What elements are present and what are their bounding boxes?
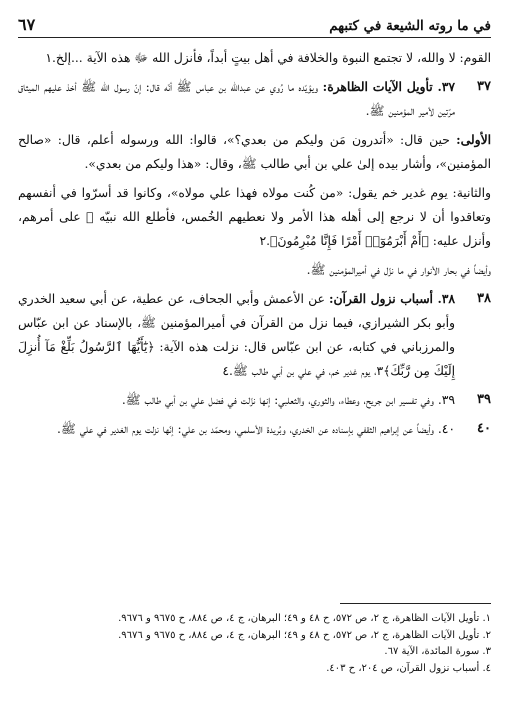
footnotes: [60, 611, 491, 677]
paragraph-text: حين قال: «أتدرون مَن وليكم من بعدي؟»، قالوا: الله ورسوله أعلم، قال: «صالح المؤمنين»، وأشار بيده إلىٰ علي بن أبي طالب ﷺ، وقال: «هذا وليكم من بعدي».: [18, 133, 491, 171]
entry-number: ٣٧: [477, 79, 491, 94]
entry-number: ٣٨: [477, 291, 491, 306]
header-rule: [18, 37, 491, 38]
entry-39: [18, 388, 491, 412]
entry-text: عن الأعمش وأبي الجحاف، عن عطية، عن أبي سعيد الخدري وأبو بكر الشيرازي، فيما نزل من القرآن في أميرالمؤمنين ﷺ، بالإسناد عن ابن عبّاس والمرزباني في كتابه، عن ابن عبّاس قال: نزلت هذه الآية: ﴿يَٰٓأَيُّهَا ٱلرَّسُولُ بَلِّغْ مَآ أُنزِلَ إِلَيْكَ مِن رَّبِّكَ﴾٣، يوم غدير خم، في علي بن أبي طالب ﷺ.٤: [18, 292, 455, 378]
entry-40: [18, 417, 491, 441]
footnote-2: ٢. تأويل الآيات الظاهرة، ج ٢، ص ٥٧٢، ح ٤٨ و ٤٩؛ البرهان، ج ٤، ص ٨٨٤، ح ٩٦٧٥ و ٩٦٧٦.: [118, 629, 491, 641]
footnote-4: ٤. أسباب نزول القرآن، ص ٢٠٤، ح ٤٠٣.: [326, 662, 491, 674]
entry-38: [18, 287, 491, 383]
entry-text: ٣٩. وفي تفسير ابن جريح، وعطاء، والثوري، والثعلبي: إنها نزّلت في فضل علي بن أبي طالب ﷺ.: [121, 393, 455, 407]
paragraph-second: والثانية: يوم غدير خم يقول: «من كُنت مولاه فهذا علي مولاه»، وكانوا قد أسرّوا في أنفسهم وتعاقدوا أن لا نرجع إلى أهله هذا الأمر ولا نعطيهم الخُمس، فأطلع الله نبيّه ﷺ على أمرهم، وأنزل عليه: ﴿أَمْ أَبْرَمُوٓا۟ أَمْرًا فَإِنَّا مُبْرِمُونَ﴾.٢: [18, 186, 491, 248]
paragraph-bihar: وأيضاً في بحار الأنوار في ما نزّل في أميرالمؤمنين ﷺ.: [306, 263, 491, 277]
paragraph-first: [18, 128, 491, 176]
entry-source: ٣٧. تأويل الآيات الظاهرة:: [322, 79, 455, 94]
footnote-rule: [340, 603, 491, 604]
entry-text: ٤٠. وأيضاً عن إبراهيم الثقفي بإسناده عن الخدري، وبُريدة الأسلمي، ومحمّد بن علي: إنّها نزلت يوم الغدير في علي ﷺ.: [57, 422, 455, 436]
page-header: [18, 6, 491, 34]
running-title: في ما روته الشيعة في كتبهم: [329, 18, 491, 34]
page-body: [18, 46, 491, 446]
entry-number: ٤٠: [477, 421, 491, 436]
paragraph-lead: الأولى:: [456, 132, 491, 147]
footnote-1: ١. تأويل الآيات الظاهرة، ج ٢، ص ٥٧٢، ح ٤٨ و ٤٩؛ البرهان، ج ٤، ص ٨٨٤، ح ٩٦٧٥ و ٩٦٧٦.: [118, 613, 491, 624]
footnote-3: ٣. سورة المائدة، الآية ٦٧.: [384, 646, 491, 657]
entry-text: ويؤيّده ما رُوي عن عبدالله بن عباس ﷺ أنّه قال: إنّ رسول الله ﷺ أخذ عليهم الميثاق مرّتين لأمير المؤمنين ﷺ.: [18, 80, 455, 118]
entry-source: ٣٨. أسباب نزول القرآن:: [328, 291, 455, 306]
page-number: ٦٧: [18, 15, 36, 34]
paragraph-intro: القوم: لا والله، لا تجتمع النبوة والخلافة في أهل بيتٍ أبداً، فأنزل الله ﷻ هذه الآية ...إلخ.١: [45, 51, 491, 65]
entry-37: [18, 75, 491, 123]
entry-number: ٣٩: [477, 392, 491, 407]
